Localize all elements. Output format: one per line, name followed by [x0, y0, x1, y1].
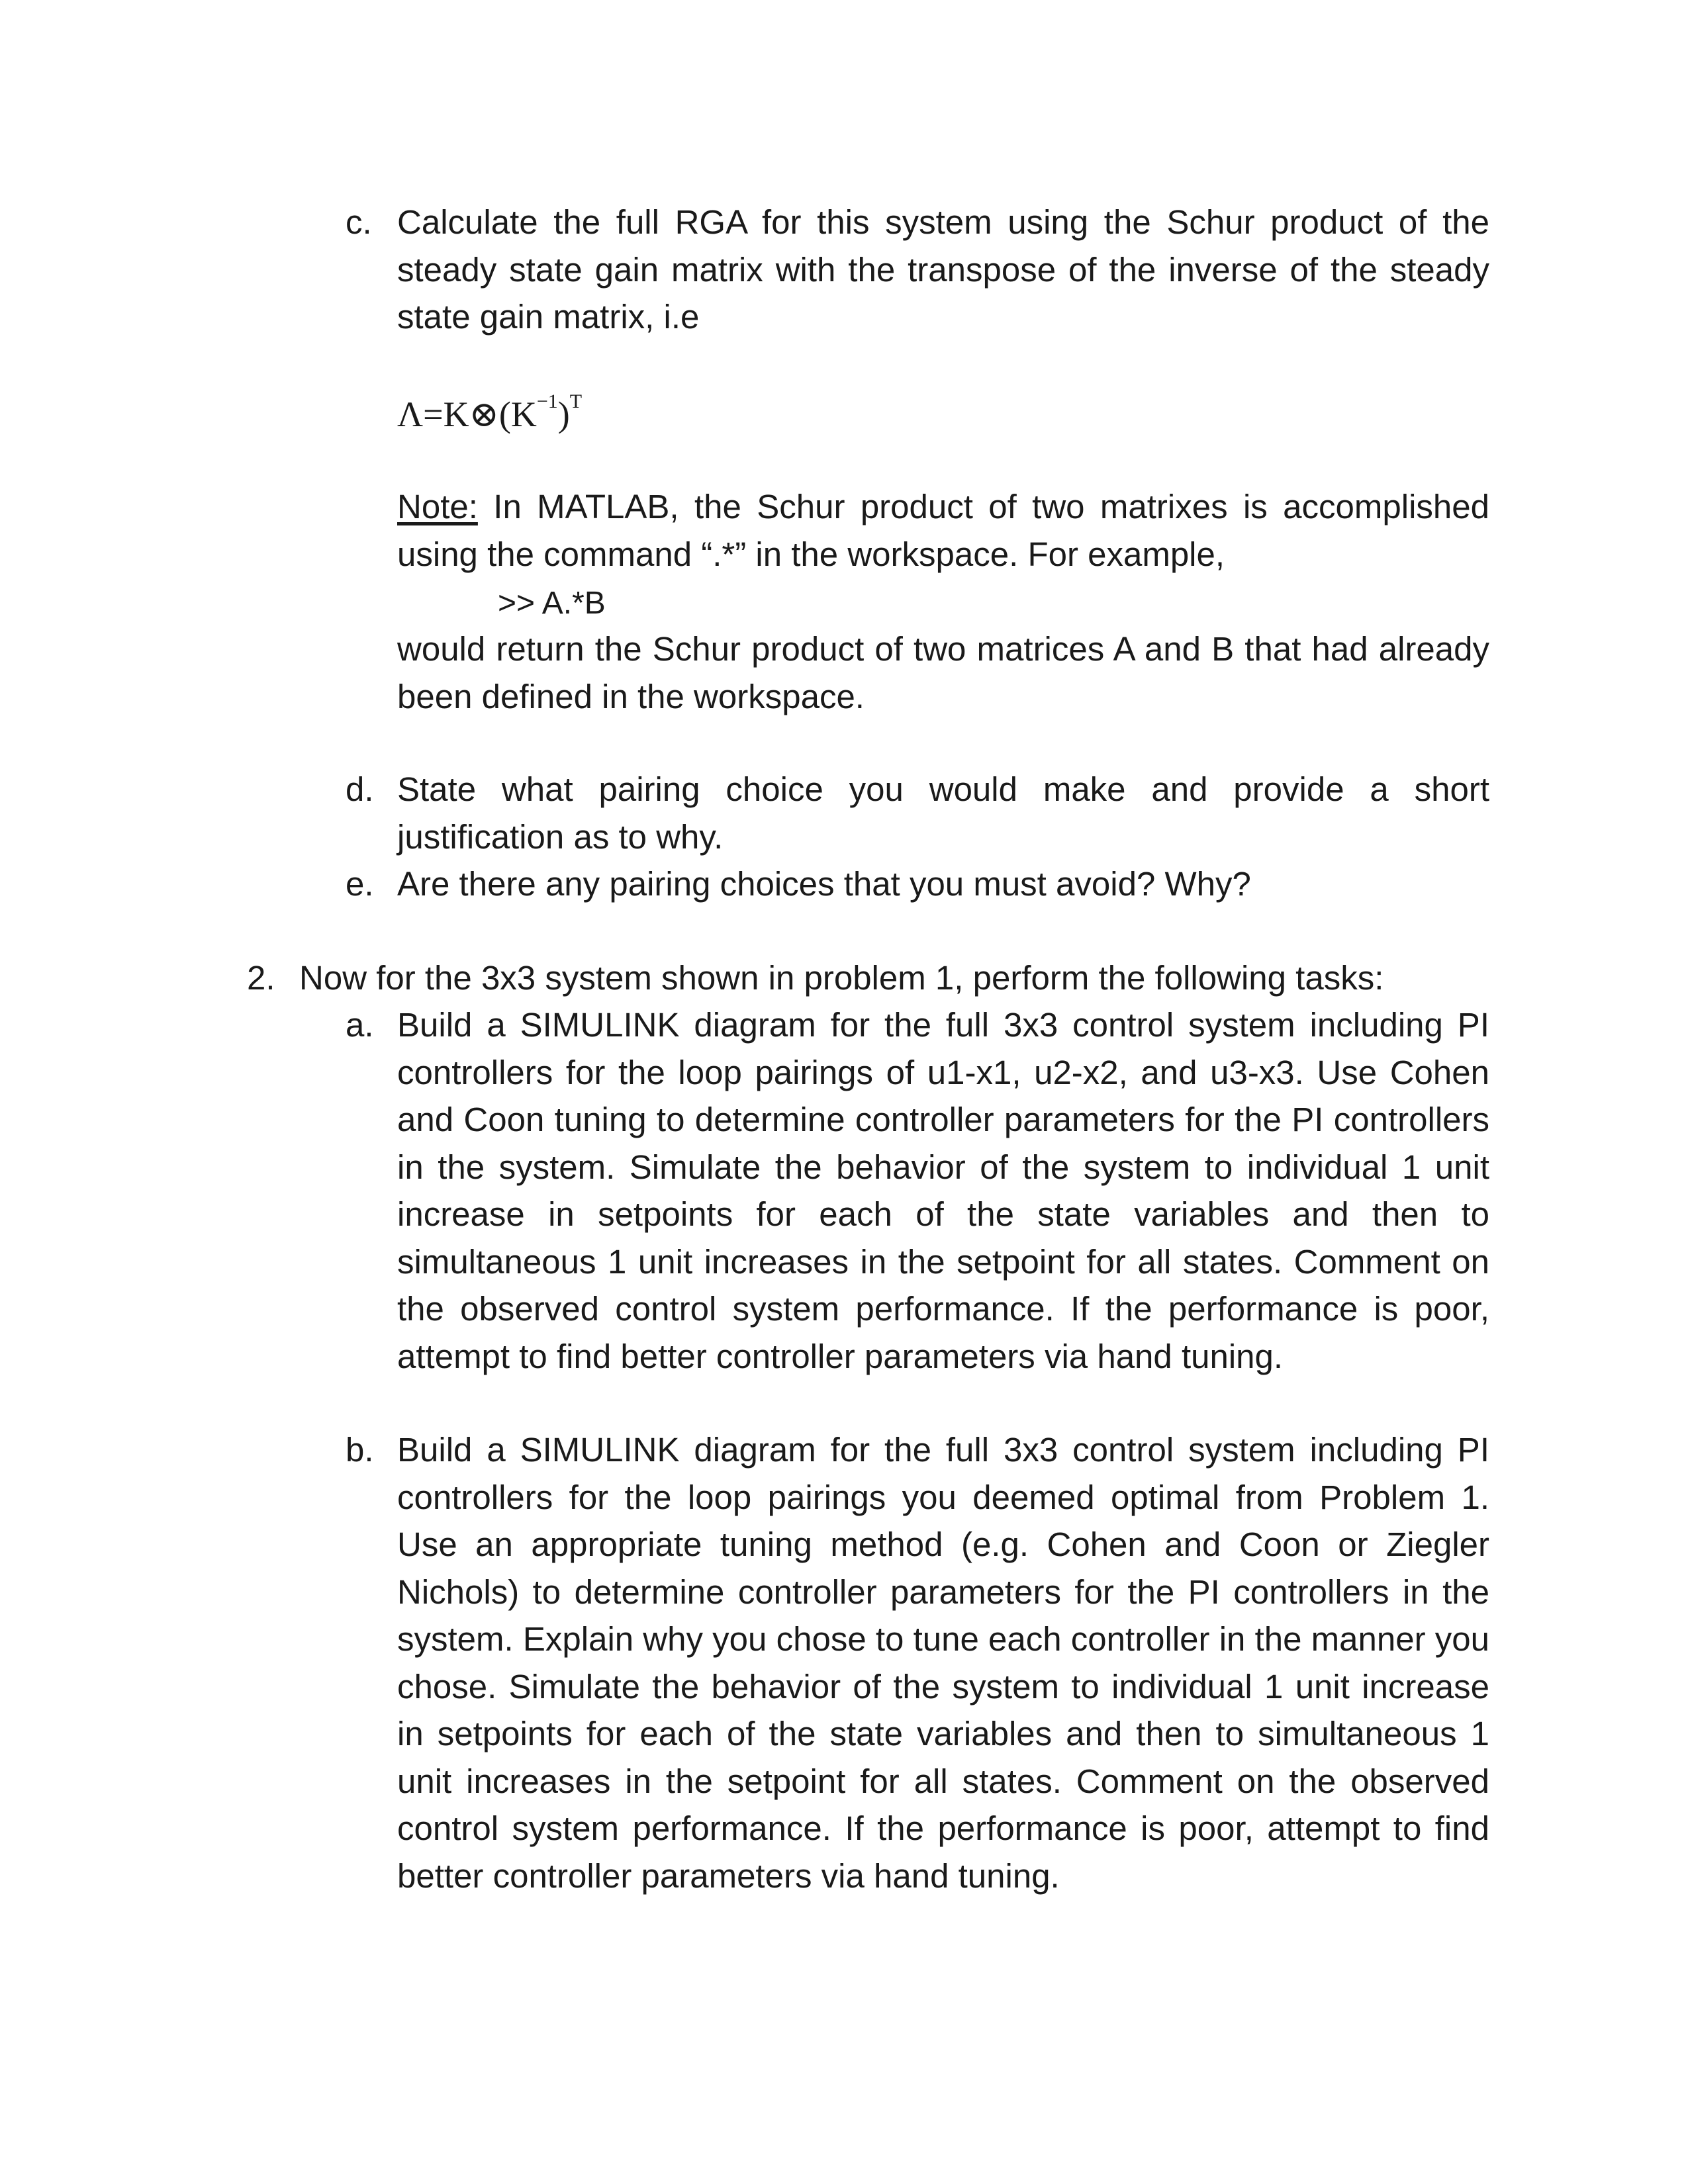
note-label: Note: — [397, 488, 478, 525]
code-example: >> A.*B — [498, 586, 606, 621]
note-after-text: would return the Schur product of two matrices A and B that had already been defined in the workspace. — [397, 630, 1489, 715]
problem-2-marker: 2. — [247, 959, 275, 997]
item-e-marker: e. — [346, 865, 374, 903]
item-e-text: Are there any pairing choices that you must avoid? Why? — [397, 865, 1251, 903]
item-d-marker: d. — [346, 770, 374, 808]
problem-2-text: Now for the 3x3 system shown in problem 1, perform the following tasks: — [299, 959, 1384, 997]
problem-2-item-a-text: Build a SIMULINK diagram for the full 3x3 control system including PI controllers for the loop pairings of u1-x1, u2-x2, and u3-x3. Use Cohen and Coon tuning to determine controller parameters for the PI controllers in the system. Simulate the behavior of the system to individual 1 unit increase in setpoints for each of the state variables and then to simultaneous 1 unit increases in the setpoint for all states. Comment on the observed control system performance. If the performance is poor, attempt to find better controller parameters via hand tuning. — [397, 1006, 1489, 1375]
problem-2-item-b-marker: b. — [346, 1431, 374, 1469]
formula-exp-transpose: T — [569, 390, 583, 412]
note-text: In MATLAB, the Schur product of two matrixes is accomplished using the command “.*” in the workspace. For example, — [397, 488, 1489, 573]
item-c-marker: c. — [346, 203, 372, 241]
item-c-text: Calculate the full RGA for this system using the Schur product of the steady state gain matrix with the transpose of the inverse of the steady state gain matrix, i.e — [397, 203, 1489, 336]
problem-2-item-b-text: Build a SIMULINK diagram for the full 3x3 control system including PI controllers for the loop pairings you deemed optimal from Problem 1. Use an appropriate tuning method (e.g. Cohen and Coon or Ziegler Nichols) to determine controller parameters for the PI controllers in the system. Explain why you chose to tune each controller in the manner you chose. Simulate the behavior of the system to individual 1 unit increase in setpoints for each of the state variables and then to simultaneous 1 unit increases in the setpoint for all states. Comment on the observed control system performance. If the performance is poor, attempt to find better controller parameters via hand tuning. — [397, 1431, 1489, 1895]
formula-exp-inverse: −1 — [536, 390, 558, 412]
note-paragraph — [397, 483, 1489, 578]
rga-formula — [397, 390, 582, 438]
item-d-text: State what pairing choice you would make and provide a short justification as to why. — [397, 770, 1489, 856]
formula-base: Λ=K⊗(K — [397, 394, 537, 434]
formula-close: ) — [557, 394, 570, 434]
problem-2-item-a-marker: a. — [346, 1006, 374, 1044]
